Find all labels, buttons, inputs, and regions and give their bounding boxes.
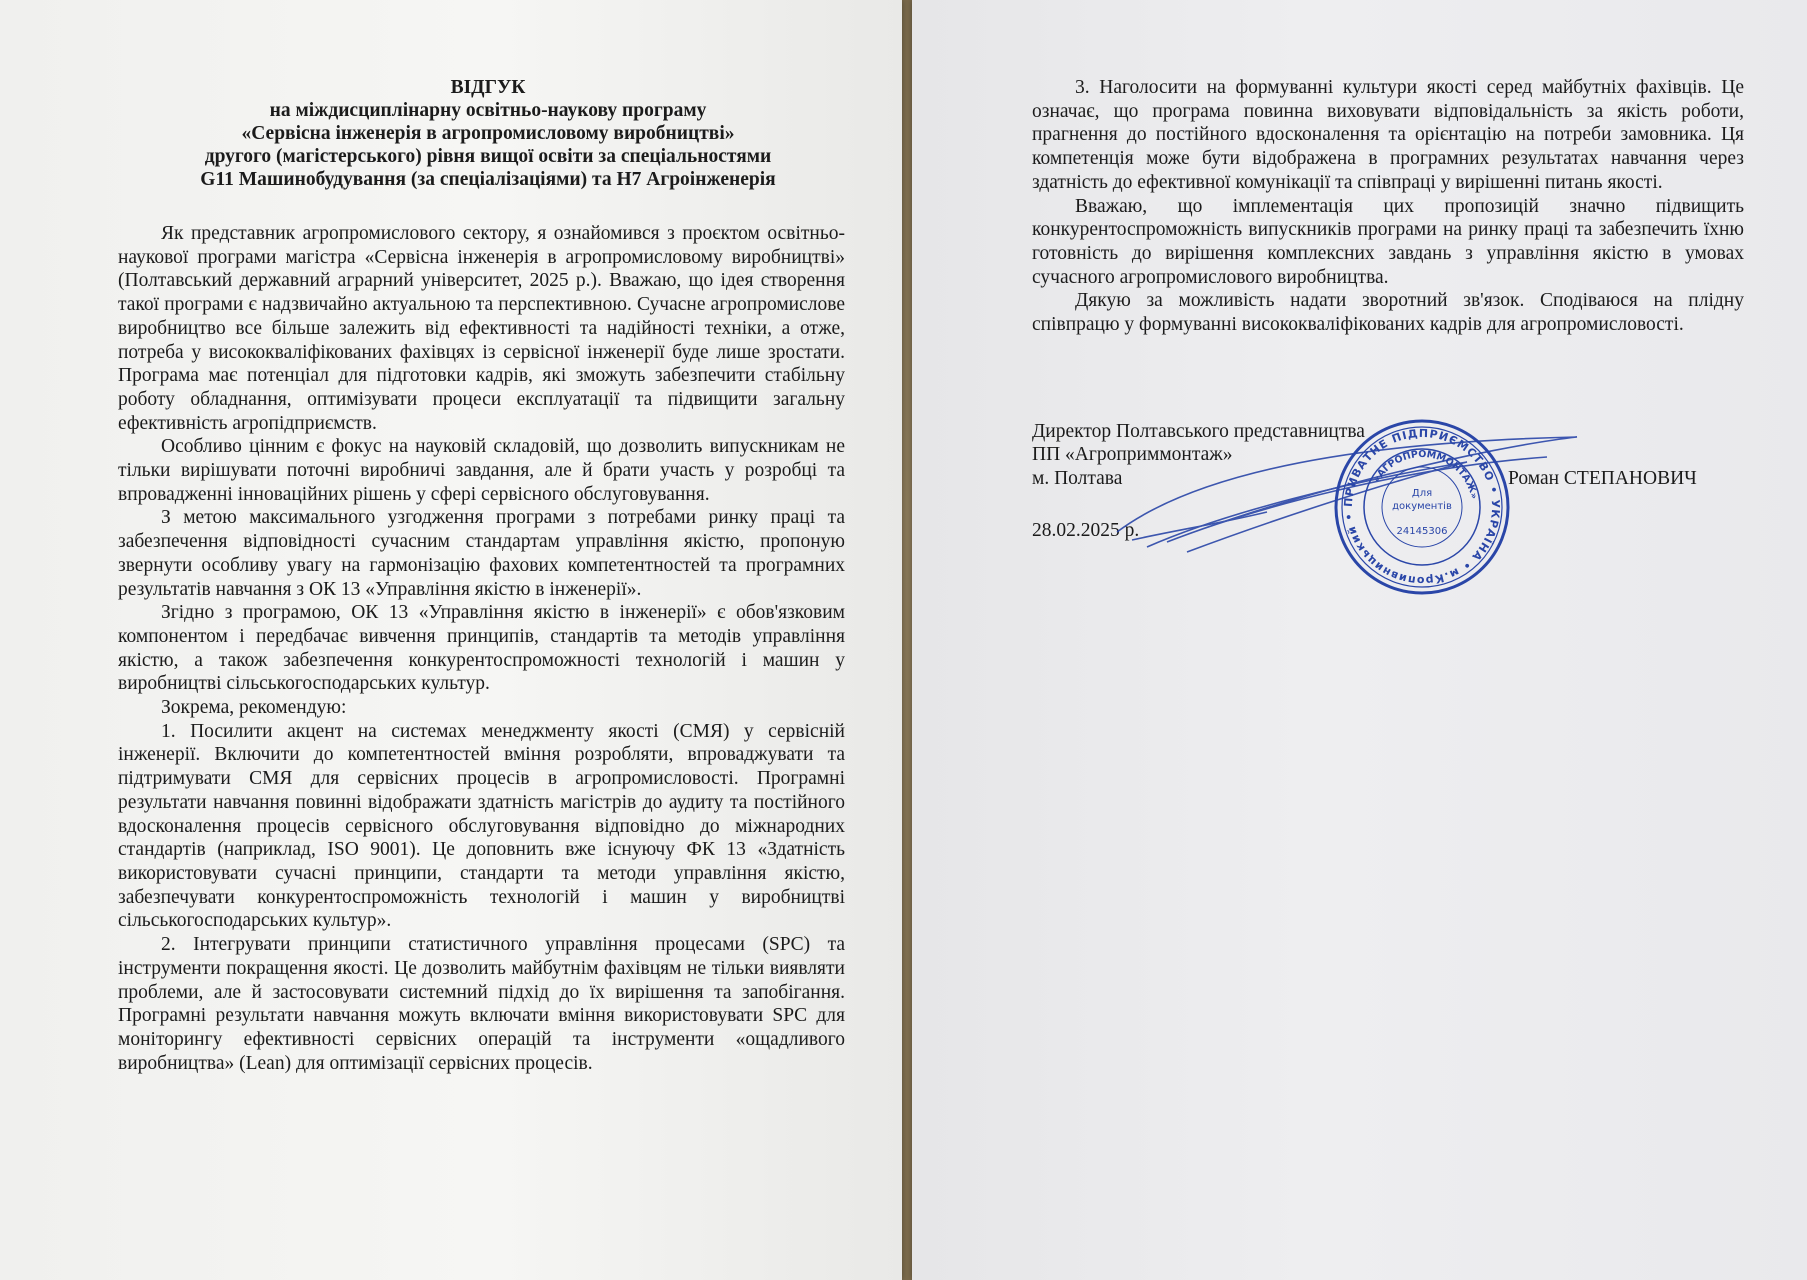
title-line-2: на міждисциплінарну освітньо-наукову програму (269, 100, 707, 121)
right-page (912, 0, 1807, 1280)
paragraph: Особливо цінним є фокус на науковій складовій, що дозволить випускникам не тільки вирішувати поточні виробничі завдання, але й брати участь у розробці та впровадженні інноваційних рішень у сфері сервісного обслуговування. (118, 436, 845, 505)
document-date: 28.02.2025 р. (1032, 520, 1140, 541)
stamp-code: 24145306 (1396, 526, 1448, 537)
left-page (0, 0, 902, 1280)
paragraph: 2. Інтегрувати принципи статистичного управління процесами (SPC) та інструменти покращення якості. Це дозволить майбутнім фахівцям не тільки виявляти проблеми, але й застосовувати системний підхід до їх вирішення та запобігання. Програмні результати навчання можуть включати вміння використовувати SPC для моніторингу ефективності сервісних операцій та інструменти «ощадливого виробництва» (Lean) для оптимізації сервісних процесів. (118, 934, 845, 1074)
right-body-text (1032, 76, 1744, 337)
title-line-5: G11 Машинобудування (за спеціалізаціями) та H7 Агроінженерія (200, 169, 776, 190)
paragraph: 1. Посилити акцент на системах менеджменту якості (СМЯ) у сервісній інженерії. Включити до компетентностей вміння розробляти, впроваджувати та підтримувати СМЯ для сервісних процесів в агропромисловості. Програмні результати навчання повинні відображати здатність магістрів до аудиту та постійного вдосконалення процесів сервісного обслуговування відповідно до міжнародних стандартів (наприклад, ISO 9001). Це доповнить вже існуючу ФК 13 «Здатність використовувати сучасні принципи, стандарти та методи управління якістю, забезпечувати конкурентоспроможність технологій і машин у виробництві сільськогосподарських культур». (118, 720, 845, 932)
signatory-city: м. Полтава (1032, 468, 1123, 489)
signatory-position: Директор Полтавського представництва (1032, 421, 1365, 442)
signatory-company: ПП «Агроприммонтаж» (1032, 444, 1233, 465)
left-body-text (118, 222, 845, 1075)
stamp-center-line-2: документів (1392, 501, 1452, 512)
paragraph: Як представник агропромислового сектору, я ознайомився з проєктом освітньо-наукової програми магістра «Сервісна інженерія в агропромисловому виробництві» (Полтавський державний аграрний університет, 2025 р.). Вважаю, що ідея створення такої програми є надзвичайно актуальною та перспективною. Сучасне агропромислове виробництво все більше залежить від ефективності та надійності техніки, а отже, потреба у висококваліфікованих фахівцях із сервісної інженерії буде лише зростати. Програма має потенціал для підготовки кадрів, які зможуть забезпечити стабільну роботу обладнання, оптимізувати процеси експлуатації та підвищити загальну ефективність агропідприємств. (118, 223, 845, 434)
stamp-outer-text: ПРИВАТНЕ ПІДПРИЄМСТВО • УКРАЇНА • м.Кропивницький • (1341, 426, 1503, 588)
paragraph: 3. Наголосити на формуванні культури якості серед майбутніх фахівців. Це означає, що програма повинна виховувати відповідальність за якість роботи, прагнення до постійного вдосконалення та орієнтацію на потреби замовника. Ця компетенція може бути відображена в програмних результатах навчання через здатність до ефективної комунікації та співпраці у вирішенні питань якості. (1032, 77, 1744, 193)
paragraph: Зокрема, рекомендую: (161, 697, 347, 719)
document-title (118, 76, 858, 191)
title-heading: ВІДГУК (450, 77, 526, 98)
title-line-3: «Сервісна інженерія в агропромисловому виробництві» (241, 123, 735, 144)
title-line-4: другого (магістерського) рівня вищої освіти за спеціальностями (204, 146, 772, 167)
paragraph: З метою максимального узгодження програми з потребами ринку праці та забезпечення відповідності сучасним стандартам управління якістю, пропоную звернути особливу увагу на гармонізацію фахових компетентностей та програмних результатів навчання з ОК 13 «Управління якістю в інженерії». (118, 507, 845, 600)
signatory-name: Роман СТЕПАНОВИЧ (1508, 468, 1697, 489)
stamp-and-signature (1107, 412, 1587, 602)
paragraph: Дякую за можливість надати зворотний зв'язок. Сподіваюся на плідну співпрацю у формуванні висококваліфікованих кадрів для агропромисловості. (1032, 290, 1744, 336)
stamp-inner-text: «АГРОПРОММОНТАЖ» (1371, 448, 1480, 501)
stamp-center-line-1: Для (1411, 488, 1433, 499)
paragraph: Вважаю, що імплементація цих пропозицій значно підвищить конкурентоспроможність випускників програми на ринку праці та забезпечить їхню готовність до вирішення комплексних завдань з управління якістю в умовах сучасного агропромислового виробництва. (1032, 195, 1744, 288)
paragraph: Згідно з програмою, ОК 13 «Управління якістю в інженерії» є обов'язковим компонентом і передбачає вивчення принципів, стандартів та методів управління якістю, а також забезпечення конкурентоспроможності технологій і машин у виробництві сільськогосподарських культур. (118, 602, 845, 695)
